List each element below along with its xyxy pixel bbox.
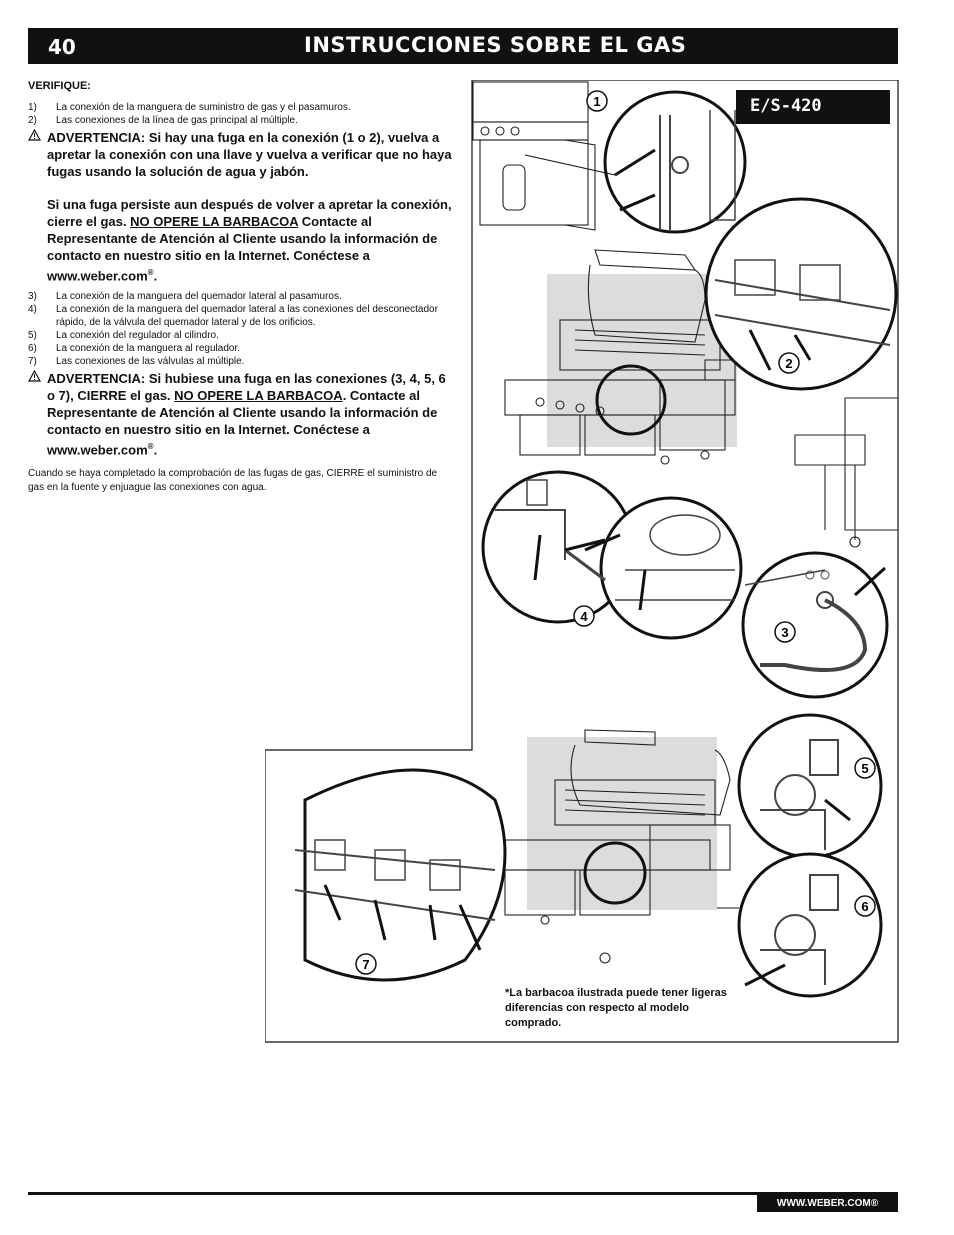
do-not-operate-text: NO OPERE LA BARBACOA	[130, 214, 299, 229]
detail-circle-3	[743, 553, 887, 697]
do-not-operate-text: NO OPERE LA BARBACOA	[174, 388, 343, 404]
list-item: 2) Las conexiones de la línea de gas principal al múltiple.	[28, 115, 298, 126]
list-item: 6) La conexión de la manguera al regulador.	[28, 343, 241, 355]
figure-caption: *La barbacoa ilustrada puede tener ligeras diferencias con respecto al modelo comprado.	[505, 987, 727, 1029]
warning-1-text: ADVERTENCIA: Si hay una fuga en la conexión (1 o 2), vuelva a apretar la conexión con una llave y vuelva a verificar que no haya fugas usando la solución de agua y jabón.	[47, 130, 452, 179]
grill-thumbnail-2	[795, 398, 898, 547]
list-item: 4) La conexión de la manguera del quemador lateral a las conexiones del desconectador rápido, de la válvula del quemador lateral y de los orificios.	[28, 304, 438, 329]
page-number: 40	[48, 35, 76, 59]
detail-circle-5	[739, 715, 881, 857]
callout-3: 3	[781, 625, 789, 640]
closing-note: Cuando se haya completado la comprobación de las fugas de gas, CIERRE el suministro de gas en la fuente y enjuague las conexiones con agua.	[28, 467, 438, 493]
warning-2-text: ADVERTENCIA: Si hubiese una fuga en las conexiones (3, 4, 5, 6 o 7), CIERRE el gas. NO OPERE LA BARBACOA. Contacte al Representante de Atención al Cliente usando la información de contacto en nuestro sitio en la Internet. Conéctese a www.weber.com®.	[47, 371, 446, 458]
list-item: 3) La conexión de la manguera del quemador lateral al pasamuros.	[28, 291, 342, 303]
callout-5: 5	[861, 761, 869, 776]
detail-circle-6	[717, 854, 881, 996]
header-bar	[28, 28, 898, 64]
page-title: INSTRUCCIONES SOBRE EL GAS	[304, 33, 687, 57]
callout-6: 6	[861, 899, 869, 914]
callout-4: 4	[580, 609, 588, 624]
list-item: 1) La conexión de la manguera de suministro de gas y el pasamuros.	[28, 102, 351, 113]
callout-2: 2	[785, 356, 793, 371]
warning-triangle-icon	[28, 129, 47, 180]
callout-1: 1	[593, 94, 601, 109]
callout-7: 7	[362, 957, 370, 972]
warning-1-followup: Si una fuga persiste aun después de volver a apretar la conexión, cierre el gas. NO OPERE LA BARBACOA Contacte al Representante de Atención al Cliente usando la información de contacto en nuestro sitio en la Internet. Conéctese a www.weber.com®.	[47, 197, 452, 284]
detail-circle-2	[706, 199, 896, 389]
warning-triangle-icon	[28, 370, 47, 458]
detail-circle-4	[483, 472, 741, 638]
leak-check-illustration	[265, 80, 899, 1043]
detail-circle-7	[295, 770, 505, 980]
website-label: WWW.WEBER.COM®	[757, 1195, 898, 1212]
verifique-label: VERIFIQUE:	[28, 80, 91, 92]
detail-circle-1	[525, 91, 745, 232]
grill-thumbnail-1	[473, 82, 595, 230]
list-item: 7) Las conexiones de las válvulas al múltiple.	[28, 356, 245, 368]
model-badge: E/S-420	[736, 90, 890, 124]
grill-diagram	[265, 80, 899, 1043]
list-item: 5) La conexión del regulador al cilindro.	[28, 330, 219, 342]
